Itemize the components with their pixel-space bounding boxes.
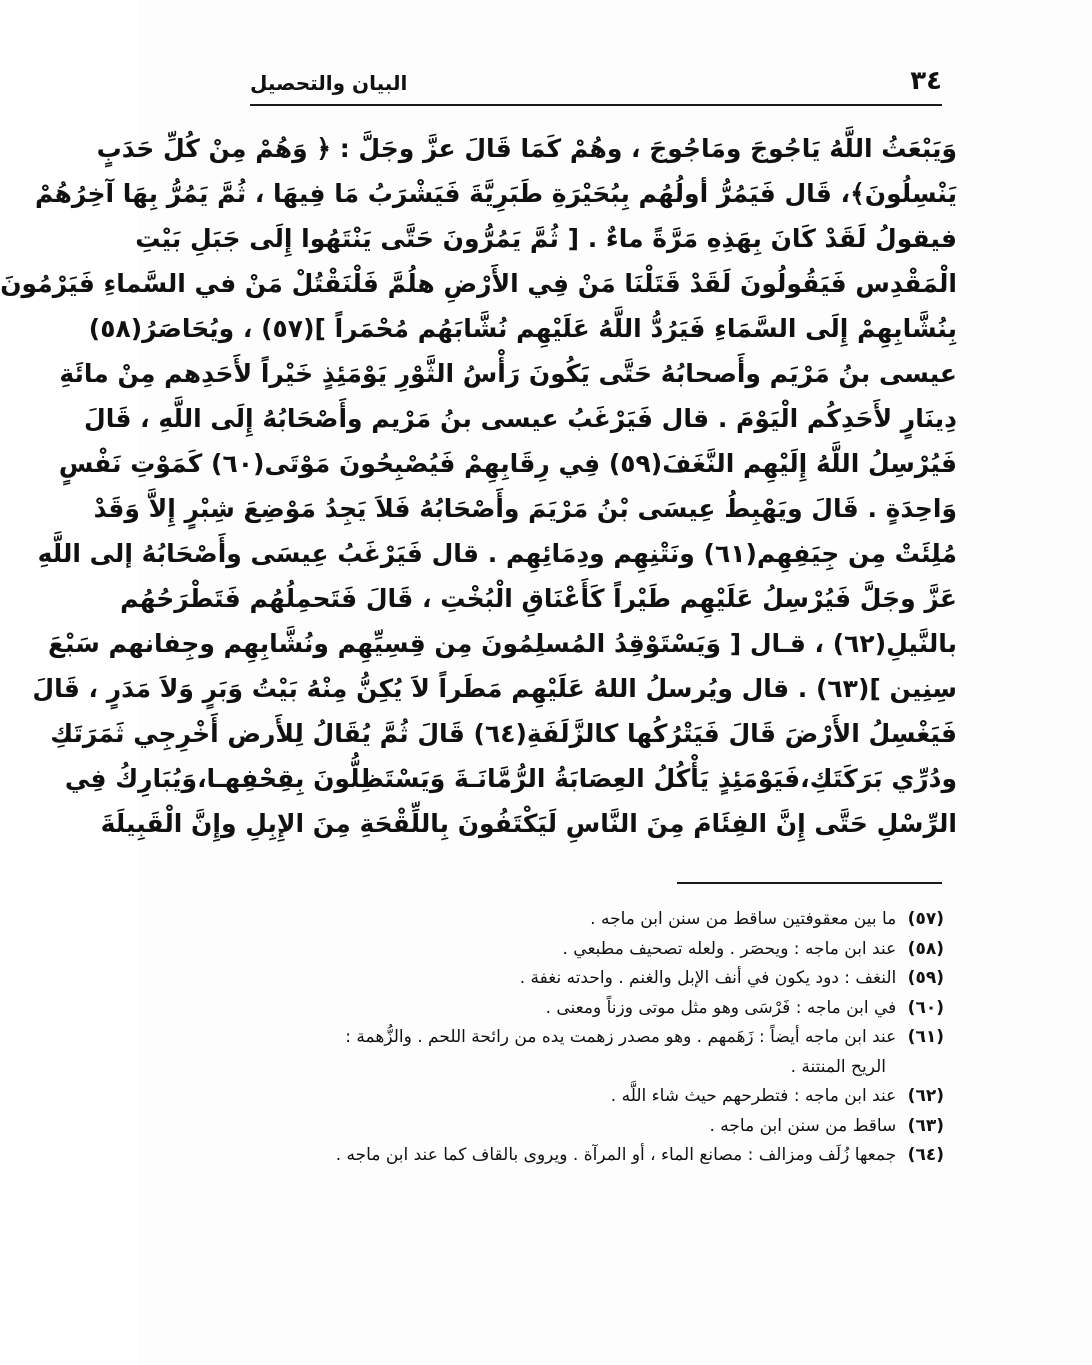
footnote-62 (238, 1082, 944, 1112)
footnote-number: (٦١) (907, 1027, 944, 1047)
body-line: يَنْسِلُونَ﴾، قَال فَيَمُرُّ أولُهُم بِبُحَيْرَةِ طَبَرِيَّةَ فَيَشْرَبُ مَا فِيهَا ، ثُمَّ يَمُرُّ بِهَا آخِرُهُمْ (34, 179, 957, 208)
footnote-59 (238, 964, 944, 994)
footnote-text: عند ابن ماجه : فتطرحهم حيث شاء اللَّه . (610, 1086, 897, 1106)
footnotes (238, 905, 944, 1171)
footnote-number: (٦٣) (907, 1115, 944, 1136)
running-title: البيان والتحصيل (250, 71, 408, 95)
body-text (0, 126, 957, 846)
body-line: بالنَّيلِ(٦٢) ، قـال [ وَيَسْتَوْقِدُ المُسلِمُونَ مِن قِسِيِّهِم ونُشَّابِهِم وجِفانهم سَبْعَ (47, 629, 957, 658)
footnote-text: عند ابن ماجه : ويحصَر . ولعله تصحيف مطبعي . (562, 938, 897, 959)
footnote-61-continuation: الريح المنتنة . (790, 1056, 886, 1077)
body-line: فَيُرْسِلُ اللَّهُ إِلَيْهِم النَّغَفَ(٥٩) فِي رِقَابِهِمْ فَيُصْبِحُونَ مَوْتَى(٦٠) كَمَوْتِ نَفْسٍ (58, 449, 957, 478)
footnote-divider (677, 882, 942, 884)
body-line: وَاحِدَةٍ . قَالَ ويَهْبِطُ عِيسَى بْنُ مَرْيَمَ وأَصْحَابُهُ فَلاَ يَجِدُ مَوْضِعَ شِبْرٍ إِلاَّ وَقَدْ (93, 494, 957, 523)
footnote-number: (٦٤) (907, 1145, 944, 1165)
body-line: فَيَغْسِلُ الأَرْضَ قَالَ فَيَتْرُكُها كالزَّلَفَةِ(٦٤) قَالَ ثُمَّ يُقَالُ لِلأَرض أَخْرِجِي ثَمَرَتَكِ (50, 719, 957, 748)
body-line: عَزَّ وجَلَّ فَيُرْسِلُ عَلَيْهِم طَيْراً كَأَعْنَاقِ الْبُخْتِ ، قَالَ فَتَحمِلُهُم فَتَطْرَحُهُم (120, 584, 957, 613)
footnote-64 (238, 1141, 944, 1171)
body-line: وَيَبْعَثُ اللَّهُ يَاجُوجَ ومَاجُوجَ ، وهُمْ كَمَا قَالَ عزَّ وجَلَّ : ﴿ وَهُمْ مِنْ كُلِّ حَدَبٍ (96, 134, 957, 163)
body-line: سِنِين ](٦٣) . قال ويُرسلُ اللهُ عَلَيْهِم مَطَراً لاَ يُكِنُّ مِنْهُ بَيْتُ وَبَرٍ وَلاَ مَدَرٍ ، قَالَ (32, 674, 957, 703)
footnote-60 (238, 994, 944, 1024)
body-line: الْمَقْدِس فَيَقُولُونَ لَقَدْ قَتَلْنَا مَنْ فِي الأَرْضِ هلُمَّ فَلْنَقْتُلْ مَنْ في السَّماءِ فَيَرْمُونَ (0, 269, 957, 298)
footnote-58 (238, 935, 944, 965)
body-line: عيسى بنُ مَرْيَم وأَصحابُهُ حَتَّى يَكُونَ رَأْسُ الثَّوْرِ يَوْمَئِذٍ خَيْراً لأَحَدِهم مِنْ مائَةِ (59, 359, 957, 388)
body-line: فيقولُ لَقَدْ كَانَ بِهَذِهِ مَرَّةً ماءٌ . [ ثُمَّ يَمُرُّونَ حَتَّى يَنْتَهُوا إِلَى جَبَلِ بَيْتِ (135, 224, 957, 253)
body-line: ودُرِّي بَرَكَتَكِ،فَيَوْمَئِذٍ يَأْكُلُ العِصَابَةُ الرُّمَّانَـةَ وَيَسْتَظِلُّونَ بِقِحْفِهـا،وَيُبَارِكُ فِي (64, 764, 957, 793)
body-line: مُلِئَتْ مِن جِيَفِهِم(٦١) ونَتْنِهِم ودِمَائِهِم . قال فَيَرْغَبُ عِيسَى وأَصْحَابُهُ إلى اللَّهِ (37, 539, 957, 568)
footnote-text: جمعها زُلَف ومزالف : مصانع الماء ، أو المرآة . ويروى بالقاف كما عند ابن ماجه . (335, 1145, 897, 1165)
footnote-number: (٦٠) (907, 997, 944, 1018)
footnote-61 (238, 1023, 944, 1053)
body-line: دِينَارٍ لأَحَدِكُم الْيَوْمَ . قال فَيَرْغَبُ عيسى بنُ مَرْيم وأَصْحَابُهُ إِلَى اللَّهِ ، قَالَ (84, 404, 957, 433)
running-header (250, 64, 942, 106)
footnote-57 (238, 905, 944, 935)
footnote-text: عند ابن ماجه أيضاً : زَهَمهم . وهو مصدر زهمت يده من رائحة اللحم . والزُّهمة : (345, 1027, 897, 1047)
body-line: الرِّسْلِ حَتَّى إِنَّ الفِئَامَ مِنَ النَّاسِ لَيَكْتَفُونَ بِاللِّقْحَةِ مِنَ الإِبِلِ وإِنَّ الْقَبِيلَةَ (100, 809, 957, 838)
footnote-number: (٦٢) (907, 1086, 944, 1106)
footnote-text: في ابن ماجه : فَرْسَى وهو مثل موتى وزناً ومعنى . (545, 997, 897, 1018)
footnote-63 (238, 1112, 944, 1142)
footnote-text: النغف : دود يكون في أنف الإبل والغنم . واحدته نغفة . (519, 968, 897, 988)
footnote-number: (٥٨) (907, 938, 944, 959)
page-number: ٣٤ (910, 66, 942, 96)
footnote-text: ما بين معقوفتين ساقط من سنن ابن ماجه . (590, 909, 897, 929)
footnote-number: (٥٩) (907, 968, 944, 988)
footnote-number: (٥٧) (907, 909, 944, 929)
footnote-text: ساقط من سنن ابن ماجه . (709, 1115, 897, 1136)
body-line: بِنُشَّابِهِمْ إِلَى السَّمَاءِ فَيَرُدُّ اللَّهُ عَلَيْهِم نُشَّابَهُم مُحْمَراً ](٥٧) ، ويُحَاصَرُ(٥٨) (88, 314, 957, 343)
